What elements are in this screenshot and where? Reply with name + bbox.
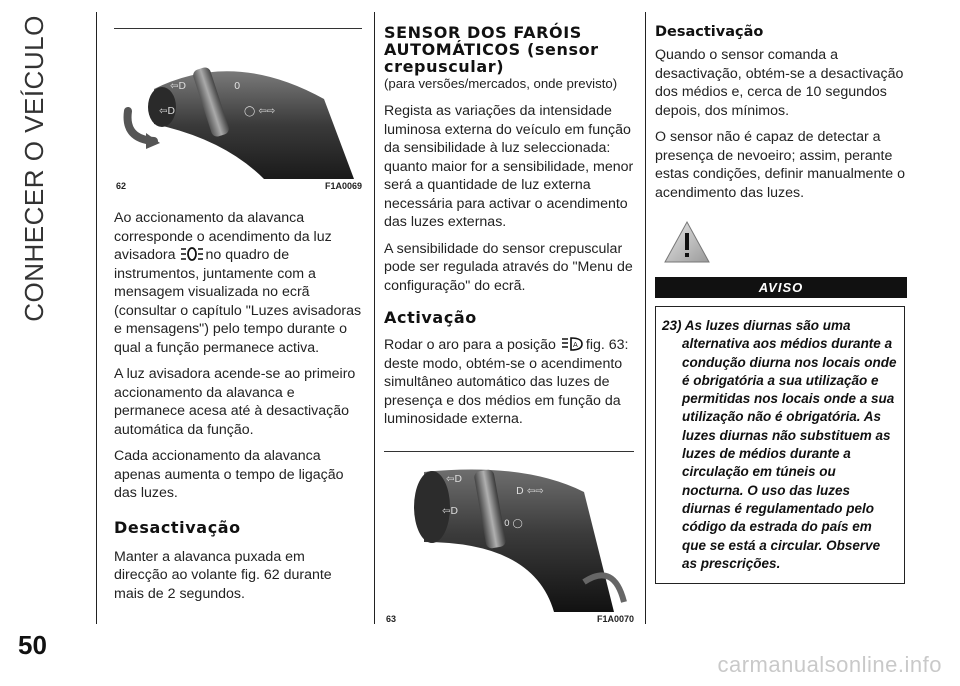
paragraph-warning-light [114,209,362,357]
figure-62-number: 62 [116,181,127,191]
svg-text:◯ ⇦⇨: ◯ ⇦⇨ [244,106,276,117]
figure-63-caption [384,612,634,624]
page-number: 50 [18,630,47,660]
paragraph-fog: O sensor não é capaz de detectar a presença de nevoeiro; assim, perante estas condições, definir manualmente o acendimento das luzes. [655,129,905,201]
stalk-pull-arrow-illustration [114,29,362,179]
paragraph-activation-end: fig. 63: deste modo, obtém-se o acendimento simultâneo automático das luzes de presença e dos médios em função da luminosidade externa. [384,337,629,427]
versions-note: (para versões/mercados, onde previsto) [384,76,618,91]
paragraph-actuation: Cada accionamento da alavanca apenas aumenta o tempo de ligação das luzes. [114,448,344,501]
paragraph-sensor-sensitivity: A sensibilidade do sensor crepuscular pode ser regulada através do "Menu de configuração" do ecrã. [384,240,633,294]
paragraph-warning-light-end: no quadro de instrumentos, juntamente com a mensagem visualizada no ecrã (consultar o capítulo "Luzes avisadoras e mensagens") pelo tempo durante o qual a função permanece activa. [114,247,362,356]
column-right [655,24,907,584]
svg-text:⇦D: ⇦D [442,505,459,517]
watermark: carmanualsonline.info [717,652,942,677]
column-left [114,28,362,611]
heading-sensor-deactivation: Desactivação [655,24,764,40]
svg-text:A: A [572,341,578,349]
svg-text:⇦D: ⇦D [170,81,187,92]
heading-auto-headlight-sensor: SENSOR DOS FARÓIS AUTOMÁTICOS (sensor crepuscular) [384,23,599,76]
figure-63 [384,451,634,624]
figure-62-code: F1A0069 [324,181,362,191]
figure-62 [114,28,362,191]
heading-activation: Activação [384,308,477,327]
warning-banner: AVISO [655,277,907,298]
chapter-title-text: CONHECER O VEÍCULO [18,14,49,322]
svg-text:D ⇦⇨: D ⇦⇨ [516,485,544,497]
svg-text:⇦D: ⇦D [159,106,176,117]
light-stalk-ring-illustration [384,452,634,612]
figure-62-caption [114,179,362,191]
auto-headlight-icon [560,336,586,352]
column-middle [384,24,634,624]
paragraph-deactivation: Manter a alavanca puxada em direcção ao volante fig. 62 durante mais de 2 segundos. [114,548,332,602]
warning-text: 23) As luzes diurnas são uma alternativa aos médios durante a condução diurna nos locais onde é obrigatória a sua utilização e permitidas nos locais onde a sua utilização não é obrigatória. As luzes diurnas não substituem as luzes de médios durante a circulação em túneis ou nocturna. O uso das luzes diurnas é regulamentado pelo código da estrada do país em que se está a circular. Observe as prescrições. [662,318,897,571]
left-margin-rule [96,12,97,624]
svg-text:⇦D: ⇦D [446,473,463,485]
heading-deactivation: Desactivação [114,517,241,537]
warning-triangle-icon [663,220,711,264]
svg-text:0: 0 [234,81,241,92]
daytime-running-light-icon [179,246,205,262]
column-divider-1 [374,12,375,624]
paragraph-sensor-variations: Regista as variações da intensidade luminosa externa do veículo em função da sensibilidade à luz seleccionada: quanto maior for a sensibilidade, menor será a quantidade de luz externa necessária para activar o acendimento das luzes externas. [384,103,634,230]
chapter-title [14,14,54,322]
paragraph-warning-light-start: Ao accionamento da alavanca corresponde o acendimento da luz avisadora [114,210,332,263]
column-divider-2 [645,12,646,624]
paragraph-light-on: A luz avisadora acende-se ao primeiro accionamento da alavanca e permanece acesa até à desactivação automática da função. [114,366,356,438]
paragraph-activation-start: Rodar o aro para a posição [384,337,560,353]
paragraph-sensor-deactivation: Quando o sensor comanda a desactivação, obtém-se a desactivação dos médios e, cerca de 10 segundos depois, dos mínimos. [655,47,904,119]
svg-text:0 ◯: 0 ◯ [504,518,523,529]
figure-63-number: 63 [386,613,397,624]
warning-box [655,306,905,584]
figure-63-code: F1A0070 [596,613,634,624]
paragraph-activation [384,336,634,429]
